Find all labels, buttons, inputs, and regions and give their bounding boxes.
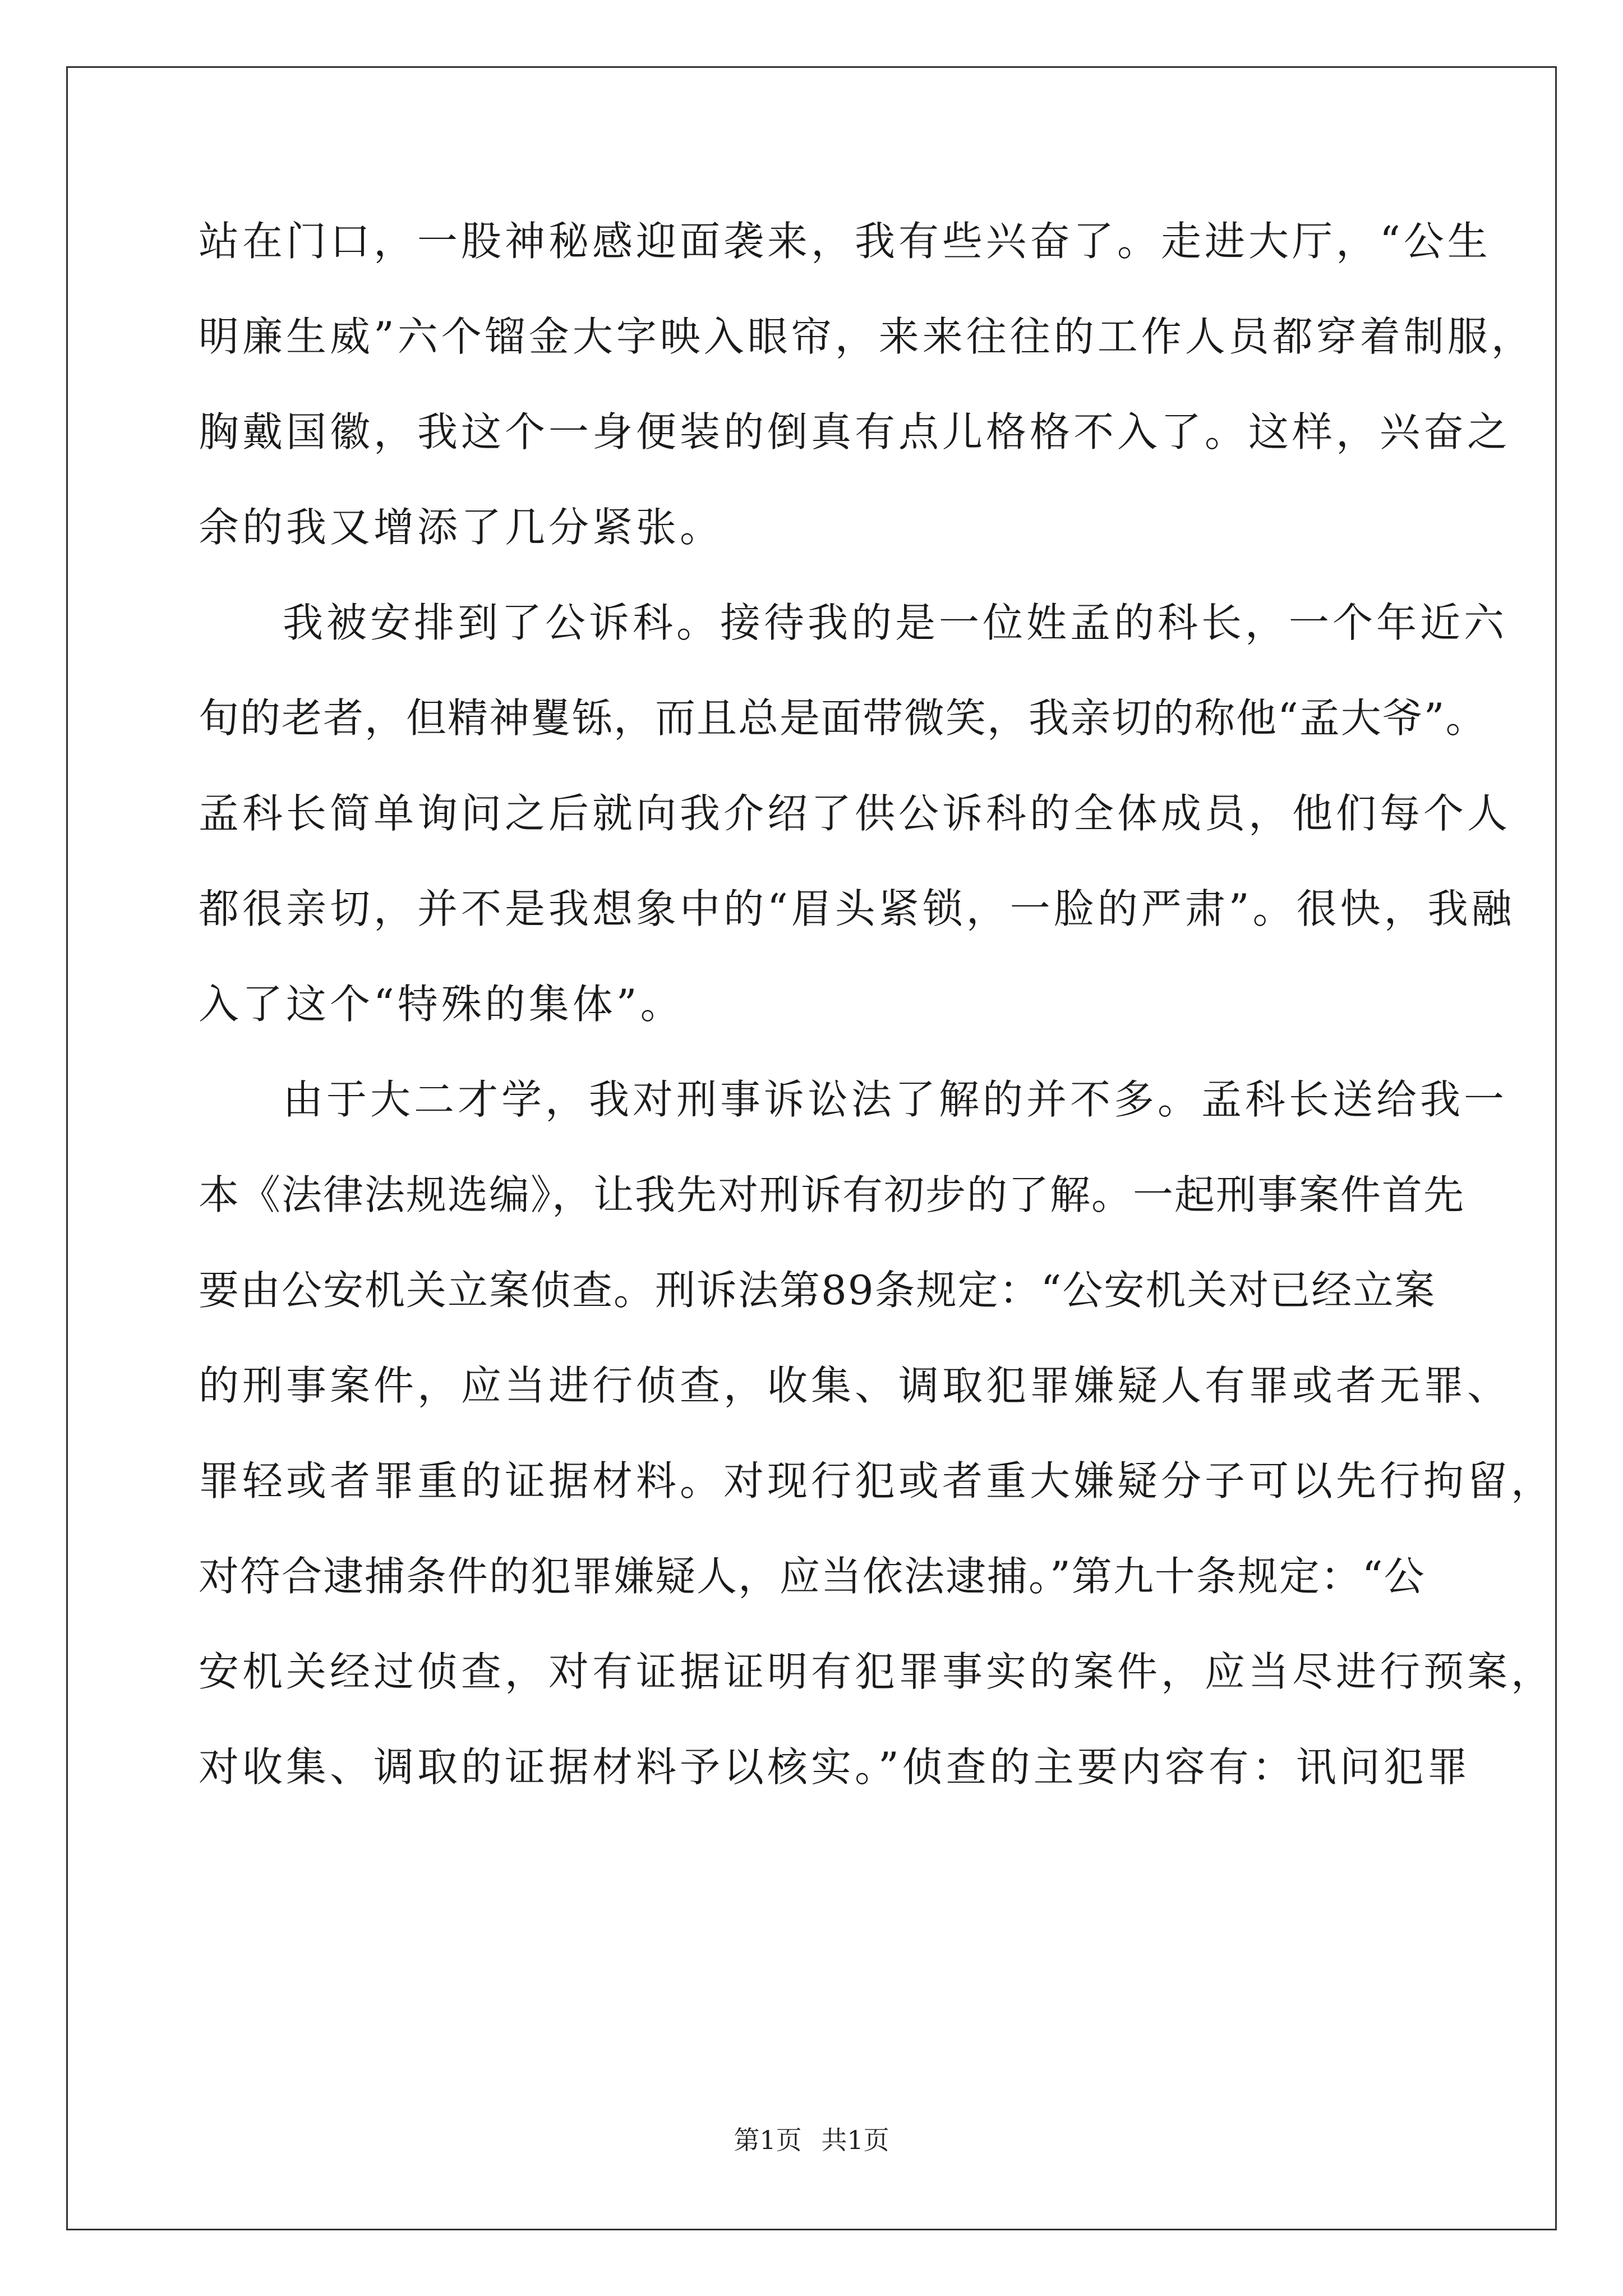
text-line-11: 本《法律法规选编》，让我先对刑诉有初步的了解。一起刑事案件首先 <box>199 1171 1465 1218</box>
text-line-13: 的刑事案件，应当进行侦查，收集、调取犯罪嫌疑人有罪或者无罪、 <box>199 1362 1511 1409</box>
text-line-6: 旬的老者，但精神矍铄，而且总是面带微笑，我亲切的称他“孟大爷”。 <box>199 694 1487 742</box>
text-line-7: 孟科长简单询问之后就向我介绍了供公诉科的全体成员，他们每个人 <box>199 790 1511 837</box>
text-line-14: 罪轻或者罪重的证据材料。对现行犯或者重大嫌疑分子可以先行拘留， <box>199 1457 1555 1504</box>
text-line-4: 余的我又增添了几分紧张。 <box>199 504 724 551</box>
text-line-1: 站在门口，一股神秘感迎面袭来，我有些兴奋了。走进大厅，“公生 <box>199 218 1491 265</box>
page-footer <box>0 2123 1623 2157</box>
text-line-15: 对符合逮捕条件的犯罪嫌疑人，应当依法逮捕。”第九十条规定：“公 <box>199 1553 1426 1600</box>
page-total: 共1页 <box>821 2125 889 2155</box>
text-line-9: 入了这个“特殊的集体”。 <box>199 981 684 1028</box>
text-line-3: 胸戴国徽，我这个一身便装的倒真有点儿格格不入了。这样，兴奋之 <box>199 408 1511 455</box>
document-body <box>199 194 1555 1815</box>
text-line-17: 对收集、调取的证据材料予以核实。”侦查的主要内容有：讯问犯罪 <box>199 1743 1471 1791</box>
page-number: 第1页 <box>734 2125 802 2155</box>
text-line-16: 安机关经过侦查，对有证据证明有犯罪事实的案件，应当尽进行预案， <box>199 1648 1555 1695</box>
text-line-2: 明廉生威”六个镏金大字映入眼帘，来来往往的工作人员都穿着制服， <box>199 313 1535 360</box>
text-line-12: 要由公安机关立案侦查。刑诉法第89条规定：“公安机关对已经立案 <box>199 1267 1436 1314</box>
text-line-8: 都很亲切，并不是我想象中的“眉头紧锁，一脸的严肃”。很快，我融 <box>199 885 1515 932</box>
text-line-10: 由于大二才学，我对刑事诉讼法了解的并不多。孟科长送给我一 <box>283 1076 1508 1123</box>
text-line-5: 我被安排到了公诉科。接待我的是一位姓孟的科长，一个年近六 <box>283 599 1508 646</box>
